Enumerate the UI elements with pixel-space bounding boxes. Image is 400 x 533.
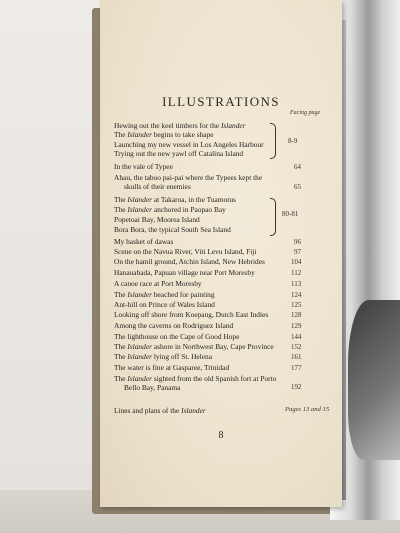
page-number: 8 <box>218 430 224 441</box>
group-brace <box>270 198 276 236</box>
page-ref: 128 <box>291 311 302 319</box>
list-item: My basket of dawas <box>114 237 174 246</box>
list-item: Among the caverns on Rodriguez Island <box>114 321 234 330</box>
list-item: The Islander lying off St. Helena <box>114 352 212 361</box>
list-item: Trying out the new yawl off Catalina Island <box>114 149 244 158</box>
list-item: The Islander ashore in Northwest Bay, Cape Province <box>114 342 274 351</box>
page-ref: 144 <box>291 333 302 341</box>
page-ref: 124 <box>291 291 302 299</box>
list-item: Bello Bay, Panama <box>124 383 181 392</box>
page-ref: 8-9 <box>288 137 298 145</box>
list-item: Launching my new vessel in Los Angeles Harbour <box>114 140 264 149</box>
page-title: ILLUSTRATIONS <box>162 94 280 109</box>
plans-pages: Pages 13 and 15 <box>285 406 330 413</box>
page-ref: 192 <box>291 383 302 391</box>
list-item: The Islander sighted from the old Spanish fort at Porto <box>114 374 277 383</box>
list-item: The Islander beached for painting <box>114 290 215 299</box>
page-ref: 113 <box>291 280 302 288</box>
page-ref: 65 <box>294 183 301 191</box>
list-item: Popetoai Bay, Moorea Island <box>114 215 200 224</box>
page-ref: 161 <box>291 353 302 361</box>
page-ref: 152 <box>291 343 302 351</box>
page-ref: 104 <box>291 258 302 266</box>
list-item: Looking off shore from Koepang, Dutch East Indies <box>114 310 269 319</box>
facing-page-label: Facing page <box>290 110 321 116</box>
photo-figure <box>348 300 400 460</box>
list-item: A canoe race at Port Moresby <box>114 279 202 288</box>
page-ref: 129 <box>291 322 302 330</box>
group-brace <box>270 123 276 159</box>
page-ref: 112 <box>291 269 302 277</box>
list-item: On the hamil ground, Atchin Island, New Hebrides <box>114 257 265 266</box>
list-item: Ahau, the taboo pai-pai where the Typees kept the <box>114 173 263 182</box>
list-item: skulls of their enemies <box>124 182 191 191</box>
list-item: The Islander begins to take shape <box>114 130 214 139</box>
list-item: The Islander anchored in Paopao Bay <box>114 205 226 214</box>
page-ref: 97 <box>294 248 301 256</box>
list-item: Scene on the Navua River, Viti Levu Island, Fiji <box>114 247 257 256</box>
book-page <box>100 0 342 507</box>
list-item: Ant-hill on Prince of Wales Island <box>114 300 215 309</box>
plans-line: Lines and plans of the Islander <box>114 406 206 415</box>
list-item: Hanauabada, Papuan village near Port Moresby <box>114 268 255 277</box>
list-item: The water is fine at Gasparee, Trinidad <box>114 363 230 372</box>
page-ref: 80-81 <box>282 210 299 218</box>
page-ref: 177 <box>291 364 302 372</box>
list-item: Hewing out the keel timbers for the Islander <box>114 121 246 130</box>
page-ref: 64 <box>294 163 301 171</box>
list-item: The lighthouse on the Cape of Good Hope <box>114 332 240 341</box>
page-ref: 125 <box>291 301 302 309</box>
page-ref: 96 <box>294 238 301 246</box>
list-item: Bora Bora, the typical South Sea Island <box>114 225 231 234</box>
list-item: The Islander at Takaroa, in the Tuamotus <box>114 195 236 204</box>
list-item: In the vale of Typee <box>114 162 173 171</box>
